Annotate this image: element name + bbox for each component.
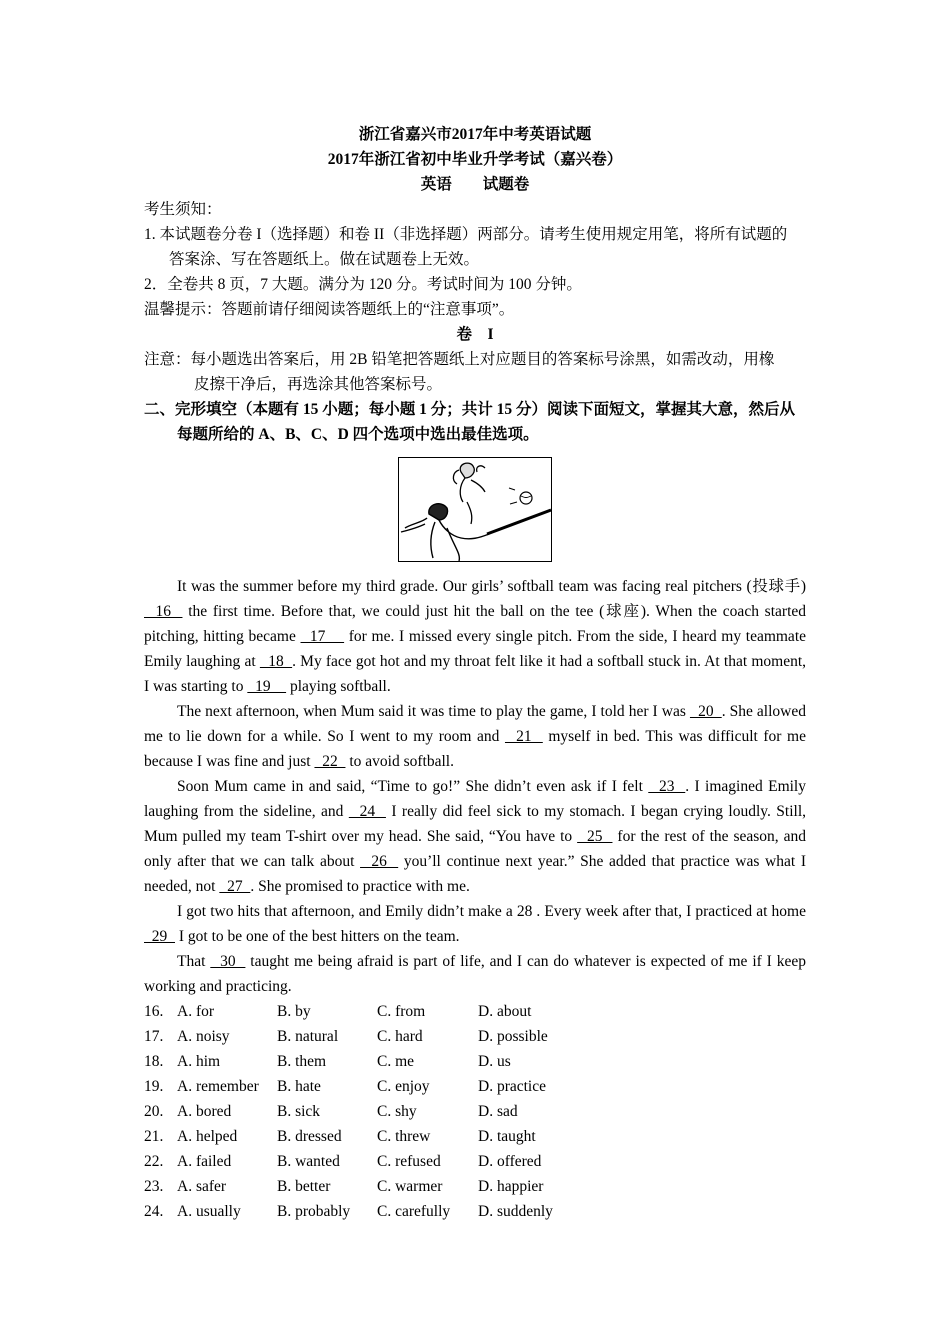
option-d: D. happier (478, 1178, 544, 1195)
option-row (144, 1199, 578, 1224)
option-c: C. warmer (377, 1178, 443, 1195)
passage-paragraph (144, 899, 806, 949)
passage-text: . She promised to practice with me. (250, 878, 470, 895)
option-b: B. probably (277, 1203, 351, 1220)
exam-subtitle: 2017年浙江省初中毕业升学考试（嘉兴卷） (327, 151, 623, 168)
passage-text: I got to be one of the best hitters on the team. (175, 928, 460, 945)
option-b: B. dressed (277, 1128, 342, 1145)
option-a: A. remember (177, 1078, 259, 1095)
blank-number: 23 (648, 778, 686, 795)
question-number: 21. (144, 1128, 164, 1145)
option-row (144, 1074, 578, 1099)
option-a: A. him (177, 1053, 221, 1070)
blank-number: 20 (689, 703, 722, 720)
option-row (144, 999, 578, 1024)
question-number: 20. (144, 1103, 164, 1120)
option-c: C. threw (377, 1128, 431, 1145)
option-c: C. carefully (377, 1203, 451, 1220)
passage-text: . My face got hot and my throat felt like it had a softball stuck in. At that moment, I was starting to (144, 653, 807, 695)
batter-drawing (399, 458, 551, 561)
volume-heading: 卷 I (456, 326, 494, 343)
blank-number: 30 (210, 953, 246, 970)
question-number: 23. (144, 1178, 164, 1195)
question-number: 18. (144, 1053, 164, 1070)
option-d: D. taught (478, 1128, 536, 1145)
option-d: D. about (478, 1003, 532, 1020)
blank-number: 21 (504, 728, 543, 745)
blank-number: 25 (577, 828, 613, 845)
passage-paragraph (144, 949, 806, 999)
option-c: C. from (377, 1003, 426, 1020)
option-a: A. helped (177, 1128, 238, 1145)
option-d: D. offered (478, 1153, 542, 1170)
exam-paper-name: 英语 试题卷 (420, 176, 530, 193)
blank-number: 22 (314, 753, 346, 770)
answer-note: 注意：每小题选出答案后，用 2B 铅笔把答题纸上对应题目的答案标号涂黑，如需改动，用橡 (144, 351, 775, 368)
passage-text: playing softball. (286, 678, 391, 695)
blank-number: 24 (348, 803, 386, 820)
option-b: B. natural (277, 1028, 339, 1045)
passage-text: for me. I missed every single pitch. From the side, I heard my teammate Emily laughing at (144, 628, 807, 670)
blank-number: 18 (259, 653, 293, 670)
passage-text: for the rest of the season, and only after that we can talk about (144, 828, 806, 870)
notice-heading: 考生须知： (144, 201, 222, 218)
option-row (144, 1124, 578, 1149)
option-d: D. possible (478, 1028, 548, 1045)
option-a: A. safer (177, 1178, 227, 1195)
question-number: 24. (144, 1203, 164, 1220)
passage-text: It was the summer before my third grade. Our girls’ softball team was facing real pitchers (投球手) (177, 578, 806, 595)
blank-number: 19 (247, 678, 287, 695)
blank-number: 27 (219, 878, 251, 895)
option-d: D. us (478, 1053, 511, 1070)
option-row (144, 1099, 578, 1124)
question-number: 17. (144, 1028, 164, 1045)
option-a: A. bored (177, 1103, 232, 1120)
option-c: C. refused (377, 1153, 441, 1170)
passage-paragraph (144, 774, 806, 899)
option-a: A. failed (177, 1153, 232, 1170)
softball-illustration (398, 457, 552, 562)
option-b: B. hate (277, 1078, 321, 1095)
passage-text: I really did feel sick to my stomach. I began crying loudly. Still, Mum pulled my team T-shirt over my head. She said, “You have to (144, 803, 807, 845)
passage-text: That (177, 953, 211, 970)
option-d: D. suddenly (478, 1203, 553, 1220)
option-row (144, 1149, 578, 1174)
blank-number: 29 (144, 928, 175, 945)
option-c: C. me (377, 1053, 415, 1070)
passage-text: to avoid softball. (345, 753, 454, 770)
passage-text: Soon Mum came in and said, “Time to go!” She didn’t even ask if I felt (177, 778, 649, 795)
exam-title: 浙江省嘉兴市2017年中考英语试题 (358, 126, 592, 143)
option-c: C. enjoy (377, 1078, 430, 1095)
notice-item-2: 2．全卷共 8 页，7 大题。满分为 120 分。考试时间为 100 分钟。 (144, 276, 582, 293)
passage-text: . I imagined Emily laughing from the sideline, and (144, 778, 806, 820)
passage-text: myself in bed. This was difficult for me because I was fine and just (144, 728, 806, 770)
answer-note-cont: 皮擦干净后，再选涂其他答案标号。 (194, 376, 443, 393)
passage-text: you’ll continue next year.” She added that practice was what I needed, not (144, 853, 806, 895)
passage-text: taught me being afraid is part of life, and I can do whatever is expected of me if I keep working and practicing. (144, 953, 806, 995)
question-number: 22. (144, 1153, 164, 1170)
part-heading-cont: 每题所给的 A、B、C、D 四个选项中选出最佳选项。 (177, 426, 539, 443)
option-a: A. noisy (177, 1028, 230, 1045)
notice-item-1: 1. 本试题卷分卷 I（选择题）和卷 II（非选择题）两部分。请考生使用规定用笔，将所有试题的 (144, 226, 788, 243)
option-b: B. better (277, 1178, 331, 1195)
passage-text: . She allowed me to lie down for a while. So I went to my room and (144, 703, 806, 745)
passage-text: the first time. Before that, we could just hit the ball on the tee (球座). When the coach started pitching, hitting became (144, 603, 807, 645)
blank-number: 17 (300, 628, 345, 645)
option-a: A. usually (177, 1203, 241, 1220)
option-row (144, 1024, 578, 1049)
notice-item-1-cont: 答案涂、写在答题纸上。做在试题卷上无效。 (169, 251, 480, 268)
option-b: B. sick (277, 1103, 321, 1120)
part-heading: 二、完形填空（本题有 15 小题；每小题 1 分；共计 15 分）阅读下面短文，掌握其大意，然后从 (144, 401, 796, 418)
option-c: C. shy (377, 1103, 417, 1120)
passage-text: The next afternoon, when Mum said it was time to play the game, I told her I was (177, 703, 690, 720)
option-c: C. hard (377, 1028, 423, 1045)
passage-paragraph (144, 574, 806, 699)
question-number: 19. (144, 1078, 164, 1095)
notice-tip: 温馨提示：答题前请仔细阅读答题纸上的“注意事项”。 (144, 301, 515, 318)
passage-paragraph (144, 699, 806, 774)
passage-text: I got two hits that afternoon, and Emily didn’t make a 28 . Every week after that, I practiced at home (177, 903, 806, 920)
option-a: A. for (177, 1003, 215, 1020)
option-b: B. by (277, 1003, 311, 1020)
option-b: B. them (277, 1053, 327, 1070)
blank-number: 26 (360, 853, 399, 870)
option-d: D. practice (478, 1078, 546, 1095)
option-row (144, 1049, 578, 1074)
options-table (144, 999, 578, 1224)
option-d: D. sad (478, 1103, 518, 1120)
reading-passage (144, 574, 806, 999)
option-b: B. wanted (277, 1153, 340, 1170)
option-row (144, 1174, 578, 1199)
question-number: 16. (144, 1003, 164, 1020)
exam-page (144, 122, 806, 1224)
blank-number: 16 (144, 603, 183, 620)
